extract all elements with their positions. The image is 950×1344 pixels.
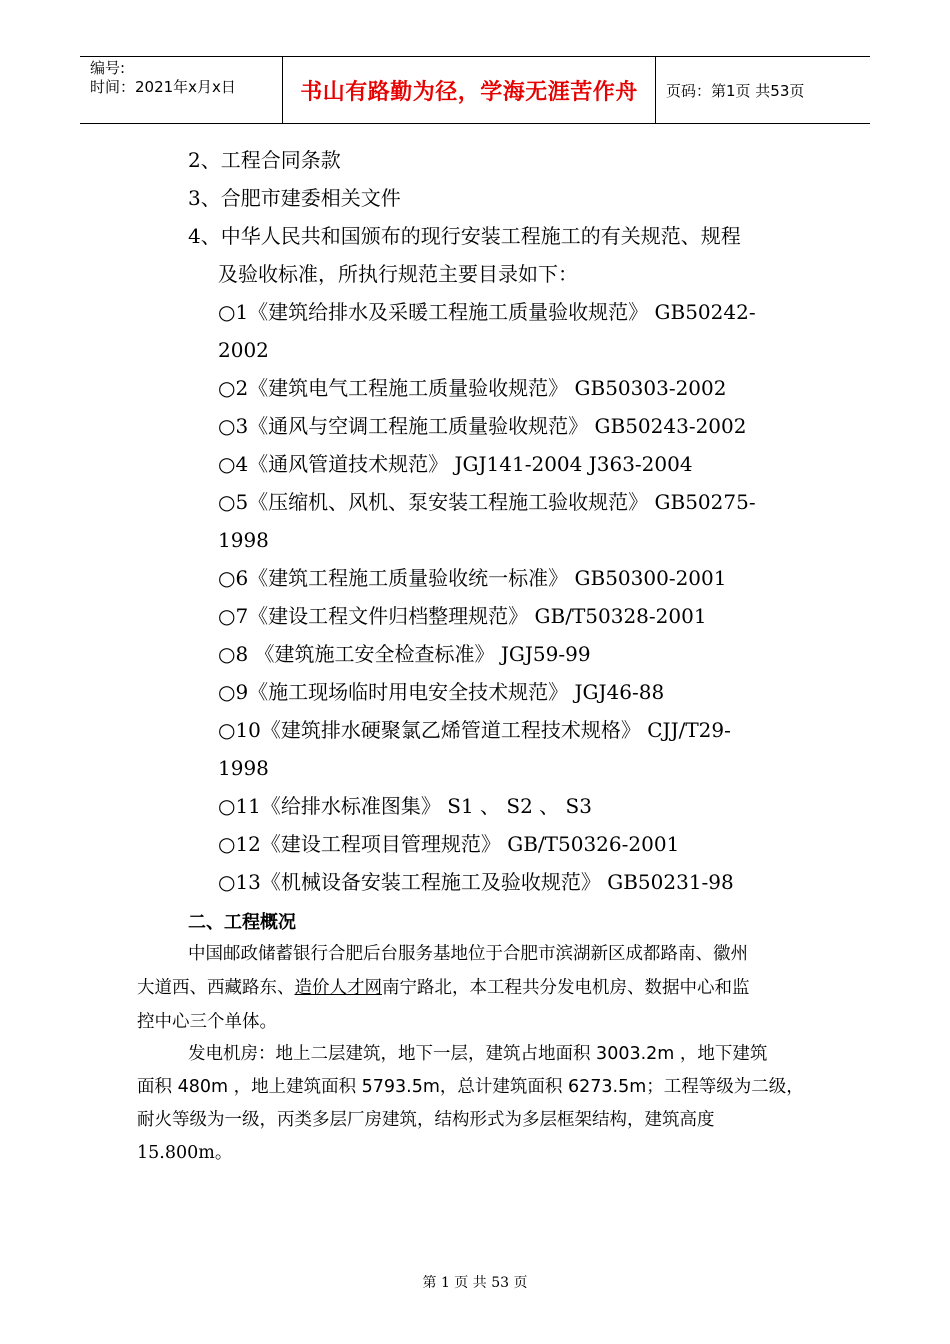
generator-room-line: 面积 480m ，地上建筑面积 5793.5m，总计建筑面积 6273.5m；工程等级为二级， [137, 1077, 804, 1097]
generator-room-line: 耐火等级为一级，丙类多层厂房建筑，结构形式为多层框架结构，建筑高度 [137, 1110, 715, 1130]
overview-text: 大道西、西藏路东、 [137, 978, 295, 998]
header-motto: 书山有路勤为径，学海无涯苦作舟 [300, 79, 638, 105]
reference-item: ○6《建筑工程施工质量验收统一标准》 GB50300-2001 [218, 566, 727, 590]
basis-item: 2、工程合同条款 [188, 148, 341, 172]
reference-item: ○8 《建筑施工安全检查标准》 JGJ59-99 [218, 642, 591, 666]
reference-item: ○2《建筑电气工程施工质量验收规范》 GB50303-2002 [218, 376, 727, 400]
reference-item: ○10《建筑排水硬聚氯乙烯管道工程技术规格》 CJJ/T29- [218, 718, 731, 742]
page-header [80, 56, 870, 124]
basis-item: 及验收标准，所执行规范主要目录如下： [218, 262, 578, 286]
reference-item: ○12《建设工程项目管理规范》 GB/T50326-2001 [218, 832, 680, 856]
reference-item: ○4《通风管道技术规范》 JGJ141-2004 J363-2004 [218, 452, 693, 476]
reference-item: ○1《建筑给排水及采暖工程施工质量验收规范》 GB50242- [218, 300, 756, 324]
header-meta [80, 57, 283, 123]
header-page-info: 页码：第1页 共53页 [666, 81, 805, 100]
overview-text: 南宁路北，本工程共分发电机房、数据中心和监 [382, 978, 750, 998]
page-footer: 第 1 页 共 53 页 [422, 1275, 528, 1291]
reference-item: 1998 [218, 528, 269, 552]
section-heading: 二、工程概况 [188, 912, 296, 933]
overview-paragraph-line: 控中心三个单体。 [137, 1012, 277, 1032]
document-date: 时间：2021年x月x日 [90, 78, 236, 96]
basis-item: 4、中华人民共和国颁布的现行安装工程施工的有关规范、规程 [188, 224, 741, 248]
basis-item: 3、合肥市建委相关文件 [188, 186, 401, 210]
document-number-label: 编号: [90, 59, 126, 77]
reference-item: ○7《建设工程文件归档整理规范》 GB/T50328-2001 [218, 604, 707, 628]
reference-item: ○11《给排水标准图集》 S1 、 S2 、 S3 [218, 794, 592, 818]
generator-room-line: 发电机房：地上二层建筑，地下一层，建筑占地面积 3003.2m ，地下建筑 [188, 1044, 768, 1064]
generator-room-line: 15.800m。 [137, 1143, 233, 1163]
reference-item: ○9《施工现场临时用电安全技术规范》 JGJ46-88 [218, 680, 665, 704]
reference-item: 1998 [218, 756, 269, 780]
reference-item: ○13《机械设备安装工程施工及验收规范》 GB50231-98 [218, 870, 734, 894]
reference-item: 2002 [218, 338, 269, 362]
header-motto-cell [283, 57, 656, 123]
header-page-info-cell [656, 57, 870, 123]
site-link[interactable]: 造价人才网 [294, 978, 382, 998]
overview-paragraph-line [137, 976, 750, 1000]
overview-paragraph-line: 中国邮政储蓄银行合肥后台服务基地位于合肥市滨湖新区成都路南、徽州 [188, 944, 748, 964]
reference-item: ○3《通风与空调工程施工质量验收规范》 GB50243-2002 [218, 414, 747, 438]
reference-item: ○5《压缩机、风机、泵安装工程施工验收规范》 GB50275- [218, 490, 756, 514]
